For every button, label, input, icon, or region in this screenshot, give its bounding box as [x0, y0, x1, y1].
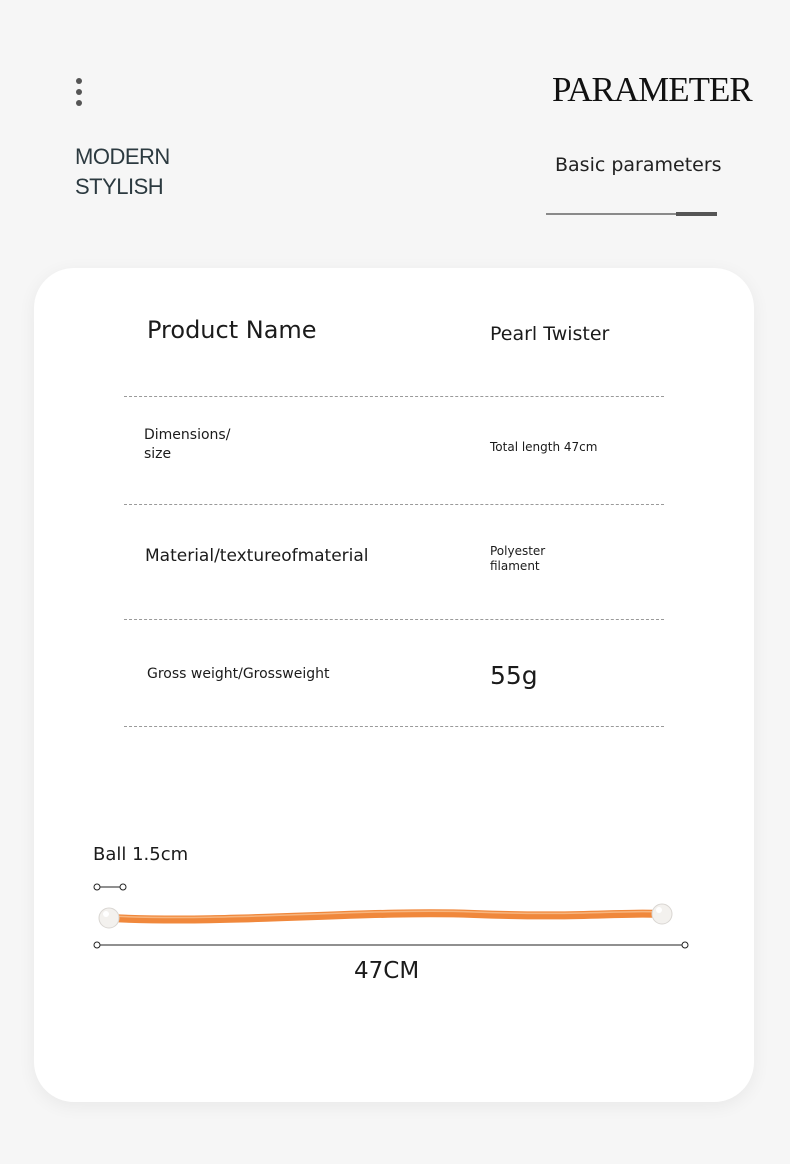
- menu-dots-icon[interactable]: [76, 78, 84, 111]
- pearl-left-shine: [103, 911, 109, 917]
- tagline-line-2: STYLISH: [75, 174, 164, 199]
- param-label-product-name: Product Name: [147, 316, 317, 344]
- page-title: PARAMETER: [552, 70, 752, 109]
- tagline-line-1: MODERN: [75, 144, 170, 169]
- page-subtitle: Basic parameters: [555, 154, 722, 176]
- param-value-gross-weight: 55g: [490, 661, 538, 690]
- elastic-band: [110, 913, 662, 919]
- length-dimension-endpoint: [682, 942, 688, 948]
- param-value-product-name: Pearl Twister: [490, 323, 610, 345]
- param-label-dimensions-line-1: Dimensions/: [144, 427, 231, 443]
- param-value-material-line-1: Polyester: [490, 544, 546, 558]
- pearl-right: [652, 904, 672, 924]
- param-label-gross-weight: Gross weight/Grossweight: [147, 666, 330, 682]
- ball-dimension-endpoint: [94, 884, 100, 890]
- length-label: 47CM: [354, 958, 420, 984]
- pearl-right-shine: [656, 907, 662, 913]
- ball-size-label: Ball 1.5cm: [93, 844, 189, 865]
- length-dimension-endpoint: [94, 942, 100, 948]
- title-rule-accent: [676, 212, 717, 216]
- ball-dimension-endpoint: [120, 884, 126, 890]
- param-value-material-line-2: filament: [490, 559, 540, 573]
- param-label-dimensions-line-2: size: [144, 446, 172, 462]
- param-value-dimensions: Total length 47cm: [490, 440, 598, 454]
- title-rule: [546, 213, 678, 215]
- parameter-card: [34, 268, 754, 1102]
- pearl-left: [99, 908, 119, 928]
- tagline: [75, 142, 170, 202]
- param-label-material: Material/textureofmaterial: [145, 546, 369, 566]
